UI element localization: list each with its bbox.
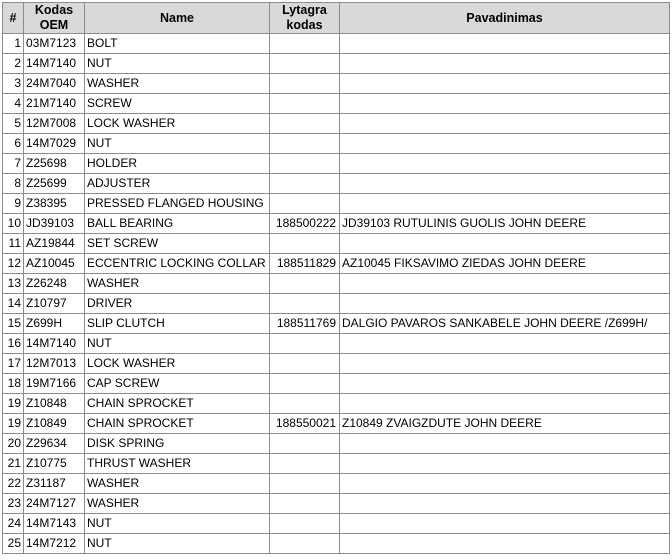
cell-pavadinimas[interactable] — [340, 434, 670, 454]
cell-number[interactable]: 25 — [3, 534, 24, 554]
cell-kodas-oem[interactable]: Z26248 — [24, 274, 85, 294]
table-row — [3, 114, 670, 134]
cell-number[interactable]: 5 — [3, 114, 24, 134]
cell-pavadinimas[interactable] — [340, 534, 670, 554]
cell-number[interactable]: 1 — [3, 34, 24, 54]
cell-name[interactable]: PRESSED FLANGED HOUSING — [85, 194, 270, 214]
cell-number[interactable]: 18 — [3, 374, 24, 394]
cell-name[interactable]: LOCK WASHER — [85, 114, 270, 134]
cell-name[interactable]: DISK SPRING — [85, 434, 270, 454]
cell-pavadinimas[interactable] — [340, 274, 670, 294]
header-kodas-oem[interactable]: Kodas OEM — [24, 3, 85, 34]
cell-lytagra-kodas[interactable] — [270, 174, 340, 194]
cell-kodas-oem[interactable]: AZ10045 — [24, 254, 85, 274]
cell-name[interactable]: LOCK WASHER — [85, 354, 270, 374]
table-row — [3, 294, 670, 314]
table-row — [3, 254, 670, 274]
cell-kodas-oem[interactable]: 14M7029 — [24, 134, 85, 154]
cell-lytagra-kodas[interactable] — [270, 394, 340, 414]
cell-kodas-oem[interactable]: Z38395 — [24, 194, 85, 214]
table-row — [3, 374, 670, 394]
cell-lytagra-kodas[interactable] — [270, 454, 340, 474]
cell-lytagra-kodas[interactable] — [270, 274, 340, 294]
cell-number[interactable]: 21 — [3, 454, 24, 474]
cell-lytagra-kodas[interactable] — [270, 334, 340, 354]
cell-number[interactable]: 22 — [3, 474, 24, 494]
cell-lytagra-kodas[interactable] — [270, 134, 340, 154]
cell-name[interactable]: ADJUSTER — [85, 174, 270, 194]
header-pavadinimas[interactable]: Pavadinimas — [340, 3, 670, 34]
cell-kodas-oem[interactable]: 14M7212 — [24, 534, 85, 554]
cell-lytagra-kodas[interactable] — [270, 534, 340, 554]
cell-name[interactable]: CHAIN SPROCKET — [85, 394, 270, 414]
cell-number[interactable]: 23 — [3, 494, 24, 514]
table-body — [3, 34, 670, 554]
cell-kodas-oem[interactable]: Z25698 — [24, 154, 85, 174]
table-row — [3, 234, 670, 254]
cell-pavadinimas[interactable] — [340, 354, 670, 374]
cell-pavadinimas[interactable] — [340, 194, 670, 214]
cell-kodas-oem[interactable]: Z10849 — [24, 414, 85, 434]
cell-lytagra-kodas[interactable] — [270, 54, 340, 74]
cell-number[interactable]: 9 — [3, 194, 24, 214]
table-row — [3, 214, 670, 234]
table-row — [3, 414, 670, 434]
cell-kodas-oem[interactable]: AZ19844 — [24, 234, 85, 254]
header-name[interactable]: Name — [85, 3, 270, 34]
cell-name[interactable]: THRUST WASHER — [85, 454, 270, 474]
cell-lytagra-kodas[interactable] — [270, 474, 340, 494]
cell-number[interactable]: 16 — [3, 334, 24, 354]
header-number[interactable]: # — [3, 3, 24, 34]
cell-name[interactable]: SCREW — [85, 94, 270, 114]
cell-name[interactable]: CHAIN SPROCKET — [85, 414, 270, 434]
cell-number[interactable]: 17 — [3, 354, 24, 374]
cell-name[interactable]: WASHER — [85, 494, 270, 514]
cell-number[interactable]: 19 — [3, 414, 24, 434]
cell-name[interactable]: BALL BEARING — [85, 214, 270, 234]
cell-name[interactable]: NUT — [85, 134, 270, 154]
cell-kodas-oem[interactable]: Z699H — [24, 314, 85, 334]
cell-lytagra-kodas[interactable] — [270, 154, 340, 174]
cell-kodas-oem[interactable]: 21M7140 — [24, 94, 85, 114]
cell-lytagra-kodas[interactable] — [270, 114, 340, 134]
cell-lytagra-kodas[interactable] — [270, 434, 340, 454]
cell-kodas-oem[interactable]: 14M7140 — [24, 54, 85, 74]
table-row — [3, 34, 670, 54]
cell-number[interactable]: 13 — [3, 274, 24, 294]
cell-pavadinimas[interactable] — [340, 474, 670, 494]
cell-lytagra-kodas[interactable]: 188550021 — [270, 414, 340, 434]
cell-number[interactable]: 10 — [3, 214, 24, 234]
cell-number[interactable]: 6 — [3, 134, 24, 154]
cell-kodas-oem[interactable]: 24M7127 — [24, 494, 85, 514]
cell-pavadinimas[interactable] — [340, 74, 670, 94]
parts-sheet — [2, 2, 670, 554]
cell-number[interactable]: 15 — [3, 314, 24, 334]
cell-name[interactable]: NUT — [85, 334, 270, 354]
cell-lytagra-kodas[interactable] — [270, 194, 340, 214]
table-row — [3, 354, 670, 374]
cell-number[interactable]: 24 — [3, 514, 24, 534]
cell-kodas-oem[interactable]: JD39103 — [24, 214, 85, 234]
table-row — [3, 174, 670, 194]
table-row — [3, 74, 670, 94]
cell-kodas-oem[interactable]: Z10775 — [24, 454, 85, 474]
cell-number[interactable]: 19 — [3, 394, 24, 414]
table-row — [3, 314, 670, 334]
cell-lytagra-kodas[interactable] — [270, 514, 340, 534]
cell-number[interactable]: 20 — [3, 434, 24, 454]
table-row — [3, 194, 670, 214]
cell-pavadinimas[interactable] — [340, 454, 670, 474]
cell-pavadinimas[interactable] — [340, 134, 670, 154]
cell-name[interactable]: WASHER — [85, 74, 270, 94]
cell-lytagra-kodas[interactable] — [270, 354, 340, 374]
cell-name[interactable]: BOLT — [85, 34, 270, 54]
cell-pavadinimas[interactable]: DALGIO PAVAROS SANKABELE JOHN DEERE /Z699H/ — [340, 314, 670, 334]
cell-pavadinimas[interactable] — [340, 494, 670, 514]
cell-kodas-oem[interactable]: Z10848 — [24, 394, 85, 414]
cell-number[interactable]: 8 — [3, 174, 24, 194]
cell-pavadinimas[interactable]: Z10849 ZVAIGZDUTE JOHN DEERE — [340, 414, 670, 434]
cell-lytagra-kodas[interactable] — [270, 494, 340, 514]
cell-pavadinimas[interactable] — [340, 34, 670, 54]
cell-number[interactable]: 3 — [3, 74, 24, 94]
header-row — [3, 3, 670, 34]
cell-lytagra-kodas[interactable]: 188511769 — [270, 314, 340, 334]
cell-kodas-oem[interactable]: 14M7140 — [24, 334, 85, 354]
cell-pavadinimas[interactable] — [340, 294, 670, 314]
cell-kodas-oem[interactable]: Z29634 — [24, 434, 85, 454]
cell-kodas-oem[interactable]: 03M7123 — [24, 34, 85, 54]
cell-kodas-oem[interactable]: 14M7143 — [24, 514, 85, 534]
cell-number[interactable]: 12 — [3, 254, 24, 274]
table-row — [3, 534, 670, 554]
cell-kodas-oem[interactable]: 24M7040 — [24, 74, 85, 94]
cell-name[interactable]: ECCENTRIC LOCKING COLLAR — [85, 254, 270, 274]
cell-name[interactable]: DRIVER — [85, 294, 270, 314]
cell-lytagra-kodas[interactable]: 188511829 — [270, 254, 340, 274]
cell-pavadinimas[interactable] — [340, 54, 670, 74]
cell-number[interactable]: 14 — [3, 294, 24, 314]
cell-number[interactable]: 11 — [3, 234, 24, 254]
cell-number[interactable]: 4 — [3, 94, 24, 114]
cell-pavadinimas[interactable]: JD39103 RUTULINIS GUOLIS JOHN DEERE — [340, 214, 670, 234]
cell-lytagra-kodas[interactable]: 188500222 — [270, 214, 340, 234]
table-row — [3, 514, 670, 534]
cell-pavadinimas[interactable] — [340, 174, 670, 194]
table-row — [3, 134, 670, 154]
table-row — [3, 334, 670, 354]
table-row — [3, 494, 670, 514]
cell-name[interactable]: NUT — [85, 54, 270, 74]
table-row — [3, 154, 670, 174]
cell-pavadinimas[interactable] — [340, 234, 670, 254]
cell-pavadinimas[interactable] — [340, 334, 670, 354]
table-row — [3, 394, 670, 414]
cell-lytagra-kodas[interactable] — [270, 74, 340, 94]
cell-lytagra-kodas[interactable] — [270, 234, 340, 254]
cell-kodas-oem[interactable]: 12M7013 — [24, 354, 85, 374]
table-row — [3, 54, 670, 74]
cell-lytagra-kodas[interactable] — [270, 94, 340, 114]
cell-name[interactable]: WASHER — [85, 474, 270, 494]
cell-kodas-oem[interactable]: Z31187 — [24, 474, 85, 494]
cell-pavadinimas[interactable] — [340, 94, 670, 114]
cell-pavadinimas[interactable] — [340, 394, 670, 414]
parts-table — [2, 2, 670, 554]
header-lytagra-kodas[interactable]: Lytagra kodas — [270, 3, 340, 34]
cell-name[interactable]: HOLDER — [85, 154, 270, 174]
table-row — [3, 454, 670, 474]
table-row — [3, 94, 670, 114]
cell-pavadinimas[interactable] — [340, 114, 670, 134]
cell-pavadinimas[interactable] — [340, 374, 670, 394]
cell-name[interactable]: SLIP CLUTCH — [85, 314, 270, 334]
cell-pavadinimas[interactable] — [340, 154, 670, 174]
table-row — [3, 474, 670, 494]
cell-number[interactable]: 2 — [3, 54, 24, 74]
cell-lytagra-kodas[interactable] — [270, 374, 340, 394]
cell-name[interactable]: NUT — [85, 514, 270, 534]
cell-kodas-oem[interactable]: 19M7166 — [24, 374, 85, 394]
cell-lytagra-kodas[interactable] — [270, 34, 340, 54]
cell-kodas-oem[interactable]: Z10797 — [24, 294, 85, 314]
cell-name[interactable]: CAP SCREW — [85, 374, 270, 394]
cell-lytagra-kodas[interactable] — [270, 294, 340, 314]
cell-name[interactable]: WASHER — [85, 274, 270, 294]
cell-name[interactable]: SET SCREW — [85, 234, 270, 254]
cell-name[interactable]: NUT — [85, 534, 270, 554]
table-row — [3, 274, 670, 294]
cell-pavadinimas[interactable] — [340, 514, 670, 534]
cell-pavadinimas[interactable]: AZ10045 FIKSAVIMO ZIEDAS JOHN DEERE — [340, 254, 670, 274]
cell-number[interactable]: 7 — [3, 154, 24, 174]
cell-kodas-oem[interactable]: 12M7008 — [24, 114, 85, 134]
table-row — [3, 434, 670, 454]
cell-kodas-oem[interactable]: Z25699 — [24, 174, 85, 194]
